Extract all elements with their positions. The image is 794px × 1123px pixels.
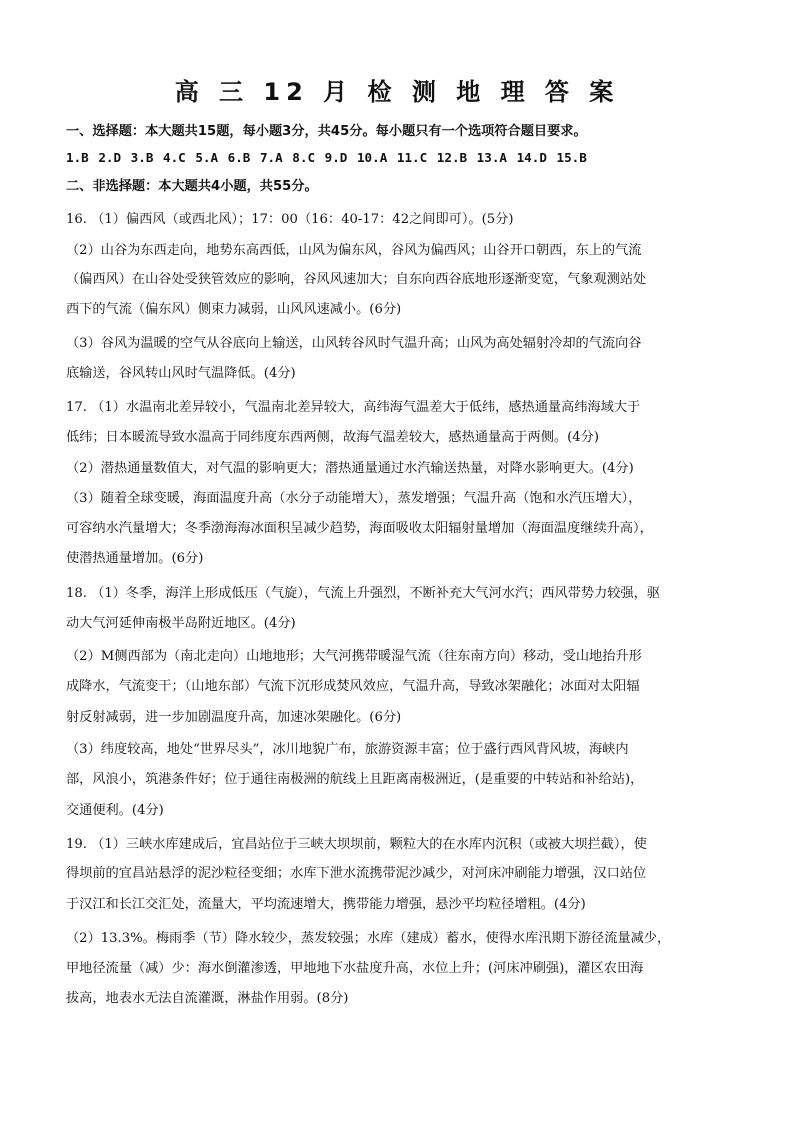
answer-line: 18. （1）冬季，海洋上形成低压（气旋），气流上升强烈，不断补充大气河水汽；西风带势力较强，驱 [66, 586, 661, 601]
answer-line: 甲地径流量（减）少：海水倒灌渗透，甲地地下水盐度升高，水位上升；(河床冲刷强)，灌区农田海 [66, 961, 644, 976]
answer-line: 部，风浪小，筑港条件好；位于通往南极洲的航线上且距离南极洲近，(是重要的中转站和补给站)， [66, 772, 644, 787]
answer-line: 拔高，地表水无法自流灌溉，淋盐作用弱。(8分) [66, 991, 349, 1006]
answer-line: 成降水，气流变干；（山地东部）气流下沉形成焚风效应，气温升高，导致冰架融化；冰面对太阳辐 [66, 679, 640, 694]
answer-line: （2）13.3%。梅雨季（节）降水较少，蒸发较强；水库（建成）蓄水，使得水库汛期下游径流量减少， [66, 931, 671, 946]
answer-line: 于汉江和长江交汇处，流量大，平均流速增大，携带能力增强，悬沙平均粒径增粗。(4分) [66, 897, 586, 912]
answer-line: 可容纳水汽量增大；冬季渤海海冰面积呈减少趋势，海面吸收太阳辐射量增加（海面温度继续升高）， [66, 521, 653, 536]
answer-line: 西下的气流（偏东风）侧束力减弱，山风风速减小。(6分) [66, 302, 402, 317]
answer-line: （3）随着全球变暖，海面温度升高（水分子动能增大），蒸发增强；气温升高（饱和水汽压增大）， [66, 491, 642, 506]
section-heading-choice: 一、选择题：本大题共15题，每小题3分，共45分。每小题只有一个选项符合题目要求。 [66, 124, 587, 139]
answer-line: 得坝前的宜昌站悬浮的泥沙粒径变细；水库下泄水流携带泥沙减少，对河床冲刷能力增强，汉口站位 [66, 866, 647, 881]
answer-line: 19. （1）三峡水库建成后，宜昌站位于三峡大坝坝前，颗粒大的在水库内沉积（或被大坝拦截），使 [66, 837, 647, 852]
answer-line: 16. （1）偏西风（或西北风）；17：00（16：40-17：42之间即可）。(5分) [66, 212, 514, 227]
section-heading-nonchoice: 二、非选择题：本大题共4小题，共55分。 [66, 179, 318, 194]
page-title: 高 三 12 月 检 测 地 理 答 案 [174, 78, 620, 106]
answer-line: （偏西风）在山谷处受狭管效应的影响，谷风风速加大；自东向西谷底地形逐渐变宽，气象观测站处 [66, 272, 647, 287]
answer-line: （3）纬度较高，地处“世界尽头”，冰川地貌广布，旅游资源丰富；位于盛行西风背风坡，海峡内 [66, 742, 629, 757]
choice-answers: 1.B 2.D 3.B 4.C 5.A 6.B 7.A 8.C 9.D 10.A 11.C 12.B 13.A 14.D 15.B [66, 150, 587, 165]
answer-line: （2）山谷为东西走向，地势东高西低，山风为偏东风，谷风为偏西风；山谷开口朝西，东上的气流 [66, 243, 642, 258]
answer-line: 动大气河延伸南极半岛附近地区。(4分) [66, 616, 296, 631]
answer-line: 低纬；日本暖流导致水温高于同纬度东西两侧，故海气温差较大，感热通量高于两侧。(4分) [66, 430, 599, 445]
answer-line: 交通便利。(4分) [66, 803, 164, 818]
answer-line: （2）M侧西部为（南北走向）山地地形；大气河携带暖湿气流（往东南方向）移动，受山地抬升形 [66, 649, 642, 664]
answer-line: 底输送，谷风转山风时气温降低。(4分) [66, 366, 296, 381]
answer-line: （2）潜热通量数值大，对气温的影响更大；潜热通量通过水汽输送热量，对降水影响更大。(4分) [66, 461, 634, 476]
answer-line: 17. （1）水温南北差异较小，气温南北差异较大，高纬海气温差大于低纬，感热通量高纬海域大于 [66, 400, 641, 415]
answer-line: 使潜热通量增加。(6分) [66, 551, 204, 566]
answer-line: （3）谷风为温暖的空气从谷底向上输送，山风转谷风时气温升高；山风为高处辐射冷却的气流向谷 [66, 336, 642, 351]
answer-line: 射反射减弱，进一步加剧温度升高，加速冰架融化。(6分) [66, 710, 402, 725]
